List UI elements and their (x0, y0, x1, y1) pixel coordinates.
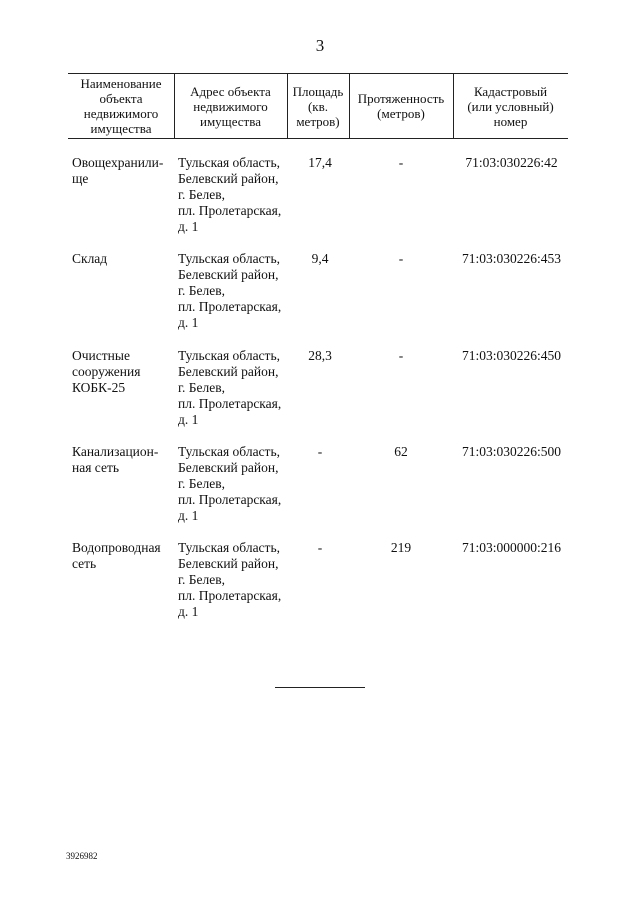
header-area: Площадь (кв. метров) (292, 83, 344, 129)
header-cadastral: Кадастровый (или условный) номер (467, 83, 554, 129)
header-name: Наименование объекта недвижимого имущества (80, 76, 162, 136)
cadastral-number: 71:03:000000:216 (461, 540, 561, 555)
object-length: - (398, 155, 404, 170)
object-address: Тульская область, Белевский район, г. Белев, пл. Пролетарская, д. 1 (178, 540, 282, 619)
object-address: Тульская область, Белевский район, г. Белев, пл. Пролетарская, д. 1 (178, 251, 282, 330)
cadastral-number: 71:03:030226:500 (461, 444, 561, 459)
object-name: Канализацион- ная сеть (72, 444, 159, 475)
table-header-rule (68, 138, 568, 139)
object-name: Очистные сооружения КОБК-25 (72, 348, 141, 395)
object-length: - (398, 251, 404, 266)
object-address: Тульская область, Белевский район, г. Белев, пл. Пролетарская, д. 1 (178, 155, 282, 234)
object-area: 28,3 (308, 348, 332, 363)
header-address: Адрес объекта недвижимого имущества (190, 83, 271, 129)
document-code: 3926982 (66, 851, 98, 861)
object-length: 62 (394, 444, 408, 459)
page-number: 3 (315, 36, 325, 55)
cadastral-number: 71:03:030226:453 (461, 251, 561, 266)
header-length: Протяженность (метров) (357, 91, 445, 121)
object-area: 17,4 (308, 155, 332, 170)
cadastral-number: 71:03:030226:450 (461, 348, 561, 363)
object-length: - (398, 348, 404, 363)
closing-rule (275, 687, 365, 688)
object-address: Тульская область, Белевский район, г. Белев, пл. Пролетарская, д. 1 (178, 444, 282, 523)
object-area: - (317, 444, 323, 459)
object-name: Склад (72, 251, 108, 266)
table-top-rule (68, 73, 568, 74)
object-name: Водопроводная сеть (72, 540, 161, 571)
cadastral-number: 71:03:030226:42 (465, 155, 558, 170)
object-area: 9,4 (311, 251, 329, 266)
object-length: 219 (390, 540, 412, 555)
object-address: Тульская область, Белевский район, г. Белев, пл. Пролетарская, д. 1 (178, 348, 282, 427)
object-name: Овощехранили- ще (72, 155, 164, 186)
object-area: - (317, 540, 323, 555)
